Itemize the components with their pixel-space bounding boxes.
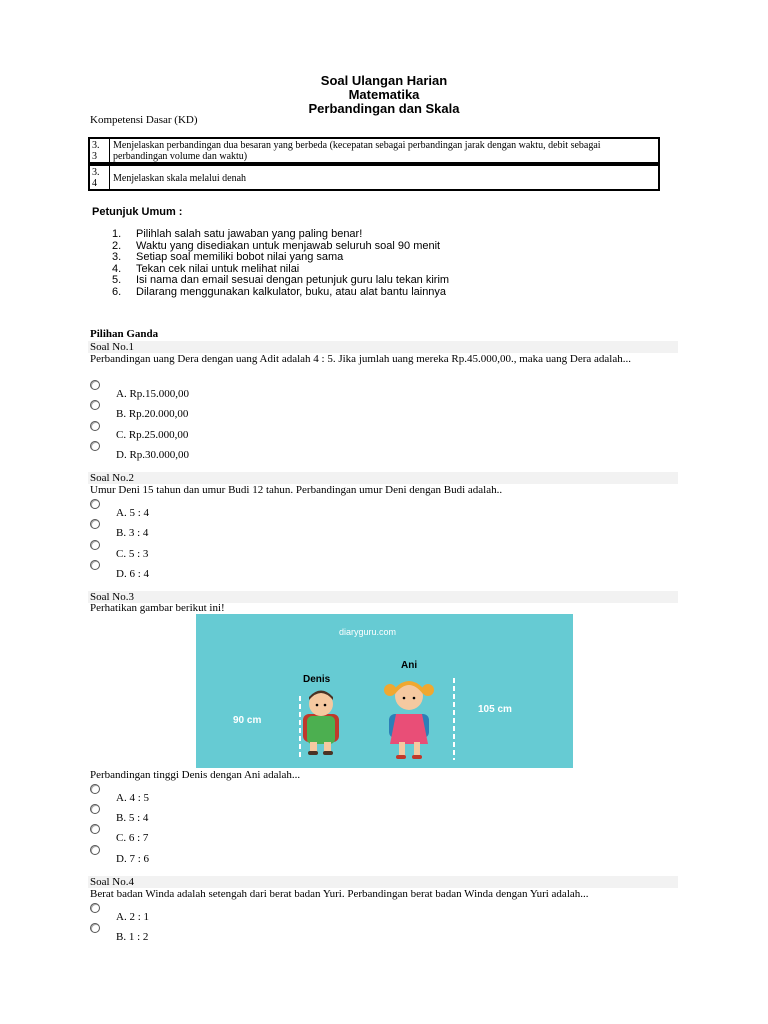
page-topic: Perbandingan dan Skala [308,101,460,116]
kd-label: Kompetensi Dasar (KD) [90,114,198,126]
question-illustration [196,614,573,768]
list-item-text: Waktu yang disediakan untuk menjawab seluruh soal 90 menit [136,239,441,252]
kd-row-number: 3. 4 [90,166,110,189]
option-label: C. 6 : 7 [116,832,149,844]
list-item-number: 6. [112,285,122,298]
option-label: B. 1 : 2 [116,931,149,943]
question-label: Soal No.3 [88,591,678,603]
option-label: A. 2 : 1 [116,911,149,923]
kd-row [88,137,660,164]
question-text: Berat badan Winda adalah setengah dari berat badan Yuri. Perbandingan berat badan Winda dengan Yuri adalah... [90,888,589,900]
illustration-watermark: diaryguru.com [339,627,397,637]
option-label: B. 3 : 4 [116,527,149,539]
radio-button[interactable] [90,441,100,451]
radio-button[interactable] [90,540,100,550]
option-label: A. 5 : 4 [116,507,149,519]
option-label: C. 5 : 3 [116,548,149,560]
girl-figure [384,681,434,759]
list-item-text: Isi nama dan email sesuai dengan petunjuk guru lalu tekan kirim [136,274,450,287]
question-label: Soal No.4 [88,876,678,888]
kd-row-number: 3. 3 [90,139,110,162]
list-item [112,287,449,299]
radio-button[interactable] [90,519,100,529]
radio-button[interactable] [90,380,100,390]
section-title: Pilihan Ganda [90,328,159,340]
page-title: Soal Ulangan Harian [320,73,448,88]
radio-button[interactable] [90,804,100,814]
list-item-text: Tekan cek nilai untuk melihat nilai [136,262,300,275]
list-item-number: 2. [112,239,122,252]
list-item [112,229,449,241]
option-label: B. Rp.20.000,00 [116,408,189,420]
radio-button[interactable] [90,903,100,913]
list-item-text: Pilihlah salah satu jawaban yang paling benar! [136,228,363,240]
option-label: A. 4 : 5 [116,792,149,804]
question-label: Soal No.2 [88,472,678,484]
children-drawing [196,614,573,768]
radio-button[interactable] [90,845,100,855]
option-label: C. Rp.25.000,00 [116,429,189,441]
kd-row [88,164,660,191]
radio-button[interactable] [90,499,100,509]
question-text: Perhatikan gambar berikut ini! [90,602,225,614]
list-item-number: 4. [112,262,122,275]
boy-figure [303,691,339,756]
illustration-name-left: Denis [303,674,331,685]
list-item-number: 5. [112,274,122,287]
list-item-text: Setiap soal memiliki bobot nilai yang sama [136,251,344,264]
question-label: Soal No.1 [88,341,678,353]
option-label: D. 6 : 4 [116,568,149,580]
question-text: Perbandingan uang Dera dengan uang Adit adalah 4 : 5. Jika jumlah uang mereka Rp.45.000,00., maka uang Dera adalah... [90,353,631,365]
radio-button[interactable] [90,824,100,834]
list-item-number: 1. [112,228,122,240]
petunjuk-list [112,229,449,299]
radio-button[interactable] [90,400,100,410]
radio-button[interactable] [90,560,100,570]
list-item-number: 3. [112,251,122,264]
list-item-text: Dilarang menggunakan kalkulator, buku, atau alat bantu lainnya [136,285,447,298]
option-label: B. 5 : 4 [116,812,149,824]
option-label: D. Rp.30.000,00 [116,449,190,461]
petunjuk-title: Petunjuk Umum : [92,206,183,218]
question-text: Perbandingan tinggi Denis dengan Ani adalah... [90,769,301,781]
option-label: D. 7 : 6 [116,853,149,865]
illustration-name-right: Ani [401,660,418,671]
radio-button[interactable] [90,421,100,431]
page-subject: Matematika [348,87,420,102]
option-label: A. Rp.15.000,00 [116,388,190,400]
illustration-height-left: 90 cm [233,715,262,726]
question-text: Umur Deni 15 tahun dan umur Budi 12 tahun. Perbandingan umur Deni dengan Budi adalah.. [90,484,503,496]
radio-button[interactable] [90,923,100,933]
radio-button[interactable] [90,784,100,794]
kd-row-text: Menjelaskan skala melalui denah [113,173,247,184]
kd-row-text: Menjelaskan perbandingan dua besaran yang berbeda (kecepatan sebagai perbandingan jarak dengan waktu, debit sebagai perbandingan volume dan waktu) [113,140,601,162]
illustration-height-right: 105 cm [478,704,512,715]
